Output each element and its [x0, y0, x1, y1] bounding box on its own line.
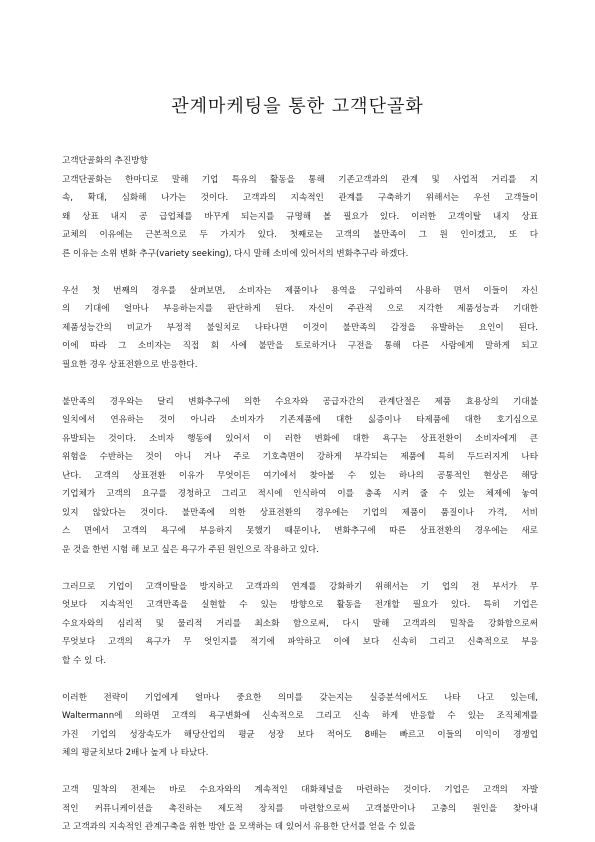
paragraph-line: 이에 따라 그 소비자는 직접 회 사에 불만을 토로하거나 구전을 통해 다른 사람에게 말하게 되고 — [62, 341, 538, 351]
paragraph-line: 고객단골화는 한마디로 말해 기업 특유의 활동을 통해 기존고객과의 관계 및 사업적 거리를 지 — [62, 174, 538, 185]
paragraph-line: 고객 밀착의 전제는 바로 수요자와의 계속적인 대화채널을 마련하는 것이다. 기업은 고객의 자발 — [62, 785, 538, 795]
paragraph-line: 우선 첫 번째의 경우를 살펴보면, 소비자는 제품이나 용역을 구입하여 사용하 면서 이들이 자신 — [62, 285, 538, 296]
document-title: 관계마케팅을 통한 고객단골화 — [171, 96, 424, 117]
paragraph-line: 속, 확대, 심화해 나가는 것이다. 고객과의 지속적인 관계를 구축하기 위해서는 우선 고객들이 — [62, 193, 538, 203]
paragraph-line: 할 수 있 다. — [62, 655, 107, 666]
paragraph-line: 난다. 고객의 상표전환 이유가 무엇이든 여기에서 찾아볼 수 있는 하나의 공통적인 현상은 해당 — [62, 470, 538, 481]
paragraph-gap — [62, 374, 538, 393]
paragraph-line: 기업체가 고객의 요구를 경청하고 그리고 적시에 인식하여 이를 충족 시켜 줄 수 있는 체제에 놓여 — [62, 489, 538, 499]
paragraph-line: 가진 기업의 성장속도가 해당산업의 평균 성장 보다 적어도 8배는 빠르고 이들의 이익이 경쟁업 — [62, 729, 538, 740]
paragraph-line: 있지 않았다는 것이다. 불만족에 의한 상표전환의 경우에는 기업의 제품이 품질이나 가격, 서비 — [62, 507, 538, 518]
paragraph-line: 스 면에서 고객의 욕구에 부응하지 못했기 때문이나, 변화추구에 따른 상표전환의 경우에는 새로 — [62, 526, 538, 536]
paragraph-line: 제품성능간의 비교가 부정적 불일치로 나타나면 이것이 불만족의 감정을 유발하는 요인이 된다. — [62, 322, 538, 333]
paragraph-line: 그러므로 기업이 고객이탈을 방지하고 고객과의 연계를 강화하기 위해서는 기 업의 전 부서가 무 — [62, 581, 538, 592]
paragraph-gap — [62, 559, 538, 578]
paragraph-line: 무엇보다 고객의 욕구가 무 엇인지를 적기에 파악하고 이에 보다 신속히 그리고 신축적으로 부응 — [62, 637, 538, 647]
paragraph-line: 의 기대에 얼마나 부응하는지를 판단하게 된다. 자신이 주관적 으로 지각한 제품성능과 기대한 — [62, 304, 538, 314]
paragraph-line: 이러한 전략이 기업에게 얼마나 중요한 의미를 갖는지는 실증분석에서도 나타 나고 있는데, — [62, 692, 538, 703]
paragraph-line: 위험을 수반하는 것이 아니 거나 주로 기호측면이 강하게 부각되는 제품에 특히 두드러지게 나타 — [62, 452, 538, 462]
paragraph-line: 체의 평균치보다 2배나 높게 나 타났다. — [62, 748, 209, 758]
paragraph-line: 적인 커뮤니케이션을 촉진하는 제도적 장치를 마련함으로써 고객불만이나 고충의 원인을 찾아내 — [62, 803, 538, 814]
paragraph-line: 일치에서 연유하는 것이 아니라 소비자가 기존제품에 대한 싫증이나 타제품에 대한 호기심으로 — [62, 415, 538, 425]
paragraph-gap — [62, 763, 538, 782]
paragraph-line: 고 고객과의 지속적인 관계구축을 위한 방안 을 모색하는 데 있어서 유용한 단서를 얻을 수 있을 — [62, 822, 416, 832]
section-heading: 고객단골화의 추진방향 — [62, 156, 148, 166]
paragraph-gap — [62, 670, 538, 689]
paragraph-line: 필요한 경우 상표전환으로 반응한다. — [62, 359, 198, 370]
paragraph-line: 불만족의 경우와는 달리 변화추구에 의한 수요자와 공급자간의 관계단절은 제품 효용상의 기대불 — [62, 396, 538, 407]
paragraph-line: 운 것을 한번 시험 해 보고 싶은 욕구가 주된 원인으로 작용하고 있다. — [62, 544, 319, 555]
document-body — [62, 152, 538, 837]
paragraph-line: 엇보다 지속적인 고객만족을 실현할 수 있는 방향으로 활동을 전개할 필요가 있다. 특히 기업은 — [62, 600, 538, 610]
paragraph-line: Waltermann에 의하면 고객의 욕구변화에 신속적으로 그리고 신속 하게 반응할 수 있는 조직체계를 — [62, 711, 538, 721]
paragraph-line: 른 이유는 소위 변화 추구(variety seeking), 다시 말해 소비에 있어서의 변화추구라 하겠다. — [62, 248, 409, 259]
paragraph-gap — [62, 263, 538, 282]
paragraph-line: 왜 상표 내지 공 급업체를 바꾸게 되는지를 규명해 볼 필요가 있다. 이러한 고객이탈 내지 상표 — [62, 211, 538, 222]
paragraph-line: 유발되는 것이다. 소비자 행동에 있어서 이 러한 변화에 대한 욕구는 상표전환이 소비자에게 큰 — [62, 433, 538, 444]
paragraph-line: 수요자와의 심리적 및 물리적 거리를 최소화 함으로써, 다시 말해 고객과의 밀착을 강화함으로써 — [62, 618, 538, 629]
paragraph-line: 교체의 이유에는 근본적으로 두 가지가 있다. 첫째로는 고객의 불만족이 그 원 인이겠고, 또 다 — [62, 230, 538, 240]
